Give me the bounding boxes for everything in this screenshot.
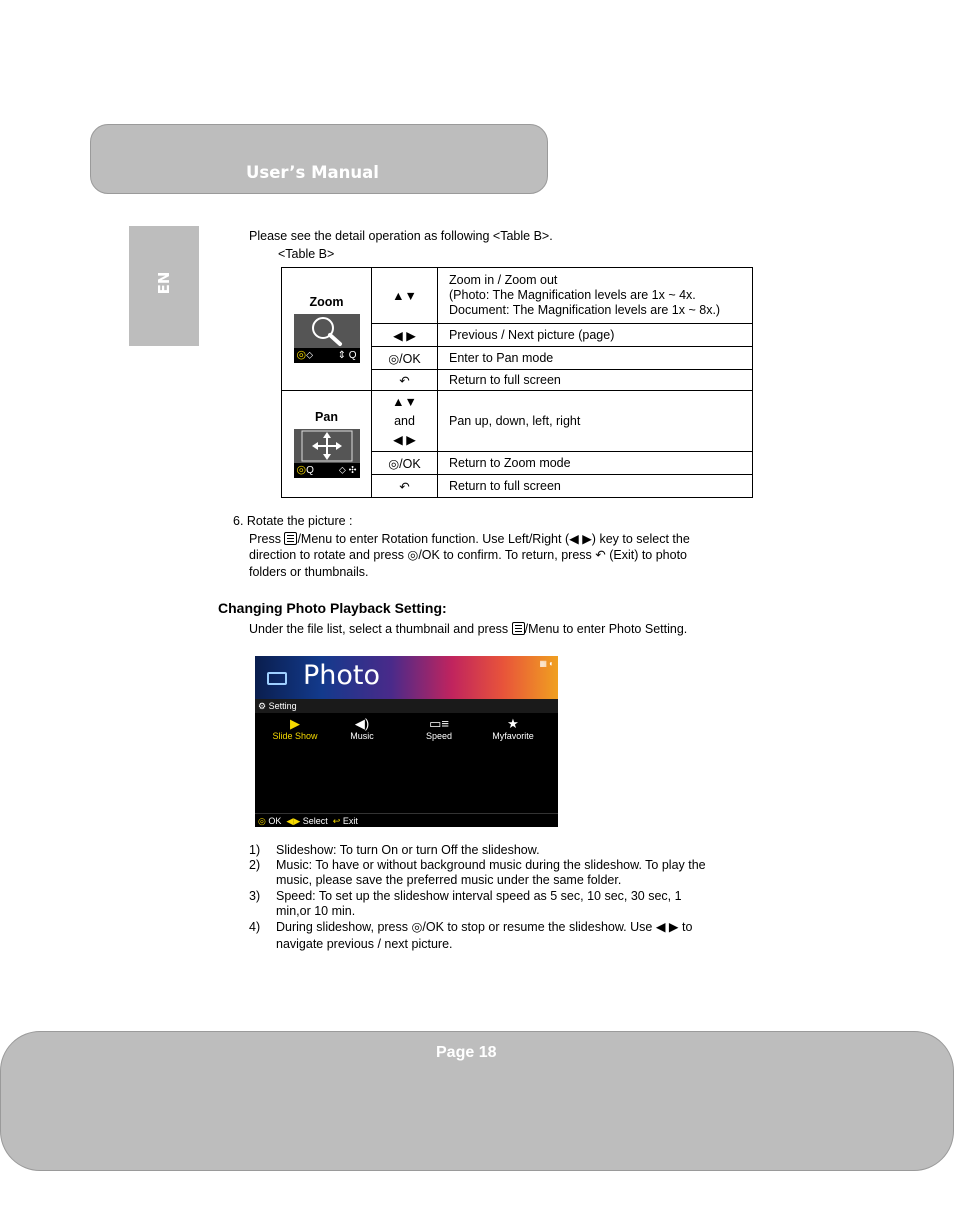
ok-icon: ◎⬦ (296, 349, 314, 361)
setting-label: ⚙ Setting (255, 699, 558, 713)
status-icons: ▦ ◐ (539, 659, 554, 668)
ok-icon: ◎ (258, 816, 266, 826)
pan-keys-arrows: ▲▼ and ◀ ▶ (372, 391, 438, 452)
language-label: EN (155, 271, 173, 295)
pan-keys-ok: ◎/OK (372, 452, 438, 475)
photo-banner (255, 656, 558, 699)
zoom-keys-ok: ◎/OK (372, 347, 438, 370)
photo-title: Photo (303, 660, 381, 691)
zoom-desc: Zoom in / Zoom out (Photo: The Magnification levels are 1x ~ 4x. Document: The Magnification levels are 1x ~ 8x.) (438, 268, 753, 324)
left-right-icon: ◀▶ (286, 816, 301, 826)
pan-keys-icon: ⬦ ✣ (338, 464, 357, 476)
rotate-line-2: direction to rotate and press ◎/OK to confirm. To return, press ↶ (Exit) to photo (249, 548, 688, 562)
slideshow-icon: ▶ (290, 716, 300, 731)
list-item-number: 3) (249, 889, 261, 903)
language-tab (129, 226, 199, 346)
speed-icon: ▭≡ (429, 716, 449, 731)
pan-mode-name: Pan (315, 410, 338, 424)
zoom-desc: Return to full screen (438, 370, 753, 391)
list-item: Speed: To set up the slideshow interval speed as 5 sec, 10 sec, 30 sec, 1 (276, 889, 682, 903)
list-item: music, please save the preferred music under the same folder. (276, 873, 622, 887)
pan-arrows-icon (294, 429, 360, 463)
table-row (282, 268, 753, 324)
intro-text: Please see the detail operation as following <Table B>. (249, 229, 553, 243)
list-item-number: 2) (249, 858, 261, 872)
screenshot-footer: ◎ OK ◀▶ Select ↩ Exit (255, 813, 558, 827)
zoom-mode-name: Zoom (309, 295, 344, 309)
pan-desc: Return to full screen (438, 475, 753, 498)
star-icon: ★ (507, 716, 519, 731)
zoom-keys-icon: ⇕ Q (337, 349, 357, 361)
pan-keys-back: ↶ (372, 475, 438, 498)
table-row (282, 391, 753, 452)
menu-icon (284, 532, 297, 545)
magnifier-icon (294, 314, 360, 348)
speed-item[interactable]: ▭≡ Speed (409, 716, 469, 741)
zoom-mode-cell (282, 268, 372, 391)
section-instruction: Under the file list, select a thumbnail and press /Menu to enter Photo Setting. (249, 622, 688, 636)
slideshow-item[interactable]: ▶ Slide Show (265, 716, 325, 741)
ok-icon: ◎Q (296, 464, 314, 476)
list-item-number: 1) (249, 843, 261, 857)
rotate-line-1: Press /Menu to enter Rotation function. Use Left/Right (◀ ▶) key to select the (249, 532, 690, 546)
pan-key-bar (294, 463, 360, 478)
rotate-heading: 6. Rotate the picture : (233, 514, 353, 528)
section-heading: Changing Photo Playback Setting: (218, 600, 447, 616)
table-caption: <Table B> (278, 247, 335, 261)
pan-desc: Pan up, down, left, right (438, 391, 753, 452)
list-item: navigate previous / next picture. (276, 937, 453, 951)
zoom-key-bar (294, 348, 360, 363)
pan-mode-thumbnail (294, 429, 360, 478)
header-tab (90, 124, 548, 194)
photo-setting-screenshot (255, 656, 558, 827)
zoom-keys-leftright: ◀ ▶ (372, 324, 438, 347)
menu-icon (512, 622, 525, 635)
zoom-mode-thumbnail (294, 314, 360, 363)
pan-mode-cell (282, 391, 372, 498)
list-item: During slideshow, press ◎/OK to stop or resume the slideshow. Use ◀ ▶ to (276, 920, 693, 934)
list-item-number: 4) (249, 920, 261, 934)
zoom-desc: Previous / Next picture (page) (438, 324, 753, 347)
myfavorite-item[interactable]: ★ Myfavorite (483, 716, 543, 741)
footer-tab (0, 1031, 954, 1171)
zoom-keys-back: ↶ (372, 370, 438, 391)
manual-title: User’s Manual (246, 163, 379, 182)
rotate-line-3: folders or thumbnails. (249, 565, 369, 579)
exit-icon: ↩ (332, 816, 341, 826)
zoom-desc: Enter to Pan mode (438, 347, 753, 370)
zoom-keys-updown: ▲▼ (372, 268, 438, 324)
list-item: Music: To have or without background music during the slideshow. To play the (276, 858, 706, 872)
table-b (281, 267, 753, 498)
page-number: Page 18 (436, 1044, 497, 1061)
filmstrip-icon (267, 672, 287, 685)
pan-desc: Return to Zoom mode (438, 452, 753, 475)
speaker-icon: ◀) (354, 716, 370, 731)
list-item: Slideshow: To turn On or turn Off the slideshow. (276, 843, 540, 857)
music-item[interactable]: ◀) Music (332, 716, 392, 741)
list-item: min,or 10 min. (276, 904, 356, 918)
